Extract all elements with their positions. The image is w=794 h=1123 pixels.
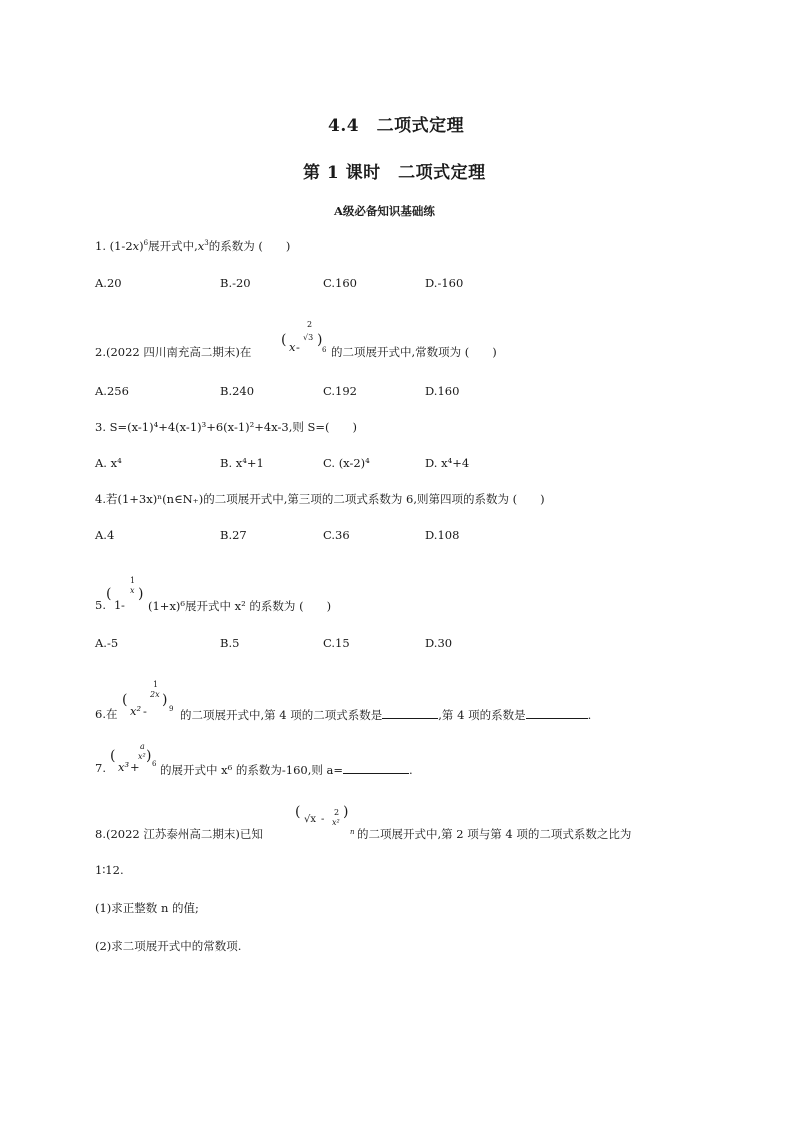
q8-text-c: 1∶12. [95, 863, 124, 877]
q6-blank-2[interactable] [526, 706, 588, 719]
q4-option-b: B.27 [220, 528, 247, 542]
q2-right-paren: ) [317, 332, 323, 348]
q8-right-paren: ) [343, 804, 349, 820]
q2-text-b: 的二项展开式中,常数项为 ( ) [331, 345, 497, 359]
q1-exp: 6 [143, 239, 149, 248]
q6-text-b-span: 的二项展开式中,第 4 项的二项式系数是 [180, 708, 383, 722]
level-title: A级必备知识基础练 [334, 204, 435, 218]
q1-var-x2: x [197, 239, 205, 253]
q5-minus: - [121, 598, 125, 612]
q5-option-a: A.-5 [95, 636, 119, 650]
q5-text-b: (1+x)⁶展开式中 x² 的系数为 ( ) [148, 599, 332, 613]
q1-option-b: B.-20 [220, 276, 251, 290]
q8-denominator: x² [332, 818, 340, 827]
q7-numerator: a [140, 742, 145, 751]
q6-blank-1[interactable] [382, 706, 438, 719]
q6-text-a: 6.在 [95, 707, 118, 721]
q5-numerator: 1 [130, 576, 136, 585]
section-title: 4.4 二项式定理 [328, 116, 465, 136]
q2-numerator: 2 [307, 320, 313, 329]
q6-text-d: . [587, 708, 592, 722]
q7-number: 7. [95, 761, 106, 775]
q5-option-b: B.5 [220, 636, 240, 650]
q4-option-d: D.108 [425, 528, 460, 542]
q2-option-a: A.256 [95, 384, 129, 398]
q2-minus: - [296, 340, 300, 354]
q7-x-cubed: x³ [118, 760, 130, 774]
q6-numerator: 1 [153, 680, 159, 689]
q7-text-b-span: 的展开式中 x⁶ 的系数为-160,则 a= [160, 763, 344, 777]
q6-text-c: ,第 4 项的系数是 [438, 708, 526, 722]
q6-text-b [180, 706, 591, 723]
q7-text-b [160, 761, 413, 778]
q5-option-d: D.30 [425, 636, 453, 650]
q3-option-d: D. x⁴+4 [425, 456, 470, 470]
q3-option-a: A. x⁴ [95, 456, 122, 470]
q6-denominator: 2x [150, 690, 160, 699]
q7-exp: 6 [152, 760, 157, 768]
q6-minus: - [143, 704, 147, 718]
q6-left-paren: ( [122, 692, 128, 708]
q8-text-a: 8.(2022 江苏泰州高二期末)已知 [95, 827, 263, 841]
q5-denominator: x [130, 586, 135, 595]
q5-number: 5. [95, 598, 106, 612]
q2-denominator: √3 [303, 333, 314, 342]
q1-var-x: x [132, 239, 140, 253]
q1-text-h: 的系数为 ( ) [208, 239, 291, 253]
q7-plus: + [130, 760, 140, 774]
question-4: 4.若(1+3x)ⁿ(n∈N₊)的二项展开式中,第三项的二项式系数为 6,则第四项的系数为 ( ) [95, 492, 545, 506]
q6-right-paren: ) [162, 692, 168, 708]
q7-right-paren: ) [146, 748, 152, 764]
q4-option-c: C.36 [323, 528, 350, 542]
q5-option-c: C.15 [323, 636, 350, 650]
question-2 [95, 344, 251, 360]
lesson-title: 第 1 课时 二项式定理 [303, 163, 486, 183]
q6-exp: 9 [169, 705, 174, 713]
q2-expression [281, 320, 327, 360]
q7-expression [110, 742, 158, 778]
q5-one: 1 [114, 598, 122, 612]
q8-exp: n [350, 828, 355, 836]
q8-sqrt-x: √x [304, 814, 317, 825]
q5-right-paren: ) [138, 586, 144, 602]
q7-text-c: . [409, 763, 413, 777]
q1-text-c: ) [139, 239, 144, 253]
q1-option-c: C.160 [323, 276, 357, 290]
q5-expression [106, 576, 146, 614]
q5-left-paren: ( [106, 586, 112, 602]
q7-denominator: x² [138, 752, 146, 761]
q2-var-x: x [289, 340, 296, 354]
q3-option-b: B. x⁴+1 [220, 456, 264, 470]
q8-minus: - [321, 814, 325, 825]
q3-option-c: C. (x-2)⁴ [323, 456, 370, 470]
q4-option-a: A.4 [95, 528, 115, 542]
question-1 [95, 238, 290, 254]
q1-option-a: A.20 [95, 276, 122, 290]
q1-text-e: 展开式中, [148, 239, 198, 253]
q8-numerator: 2 [334, 808, 340, 817]
q1-text-a: 1. (1-2 [95, 239, 133, 253]
q7-blank[interactable] [343, 761, 409, 774]
q8-text-b: 的二项展开式中,第 2 项与第 4 项的二项式系数之比为 [357, 827, 632, 841]
q8-expression [295, 800, 355, 840]
q2-option-d: D.160 [425, 384, 460, 398]
q8-part-2: (2)求二项展开式中的常数项. [95, 939, 242, 953]
q8-part-1: (1)求正整数 n 的值; [95, 901, 199, 915]
q6-x-squared: x² [130, 704, 142, 718]
q8-left-paren: ( [295, 804, 301, 820]
q2-option-b: B.240 [220, 384, 255, 398]
q2-left-paren: ( [281, 332, 287, 348]
q2-text-a: 2.(2022 四川南充高二期末)在 [95, 345, 252, 359]
q7-left-paren: ( [110, 748, 116, 764]
q6-expression [122, 680, 176, 720]
question-3: 3. S=(x-1)⁴+4(x-1)³+6(x-1)²+4x-3,则 S=( ) [95, 420, 357, 434]
q2-exp: 6 [322, 346, 327, 354]
q2-option-c: C.192 [323, 384, 357, 398]
q1-option-d: D.-160 [425, 276, 464, 290]
q1-exp2: 3 [204, 239, 209, 248]
